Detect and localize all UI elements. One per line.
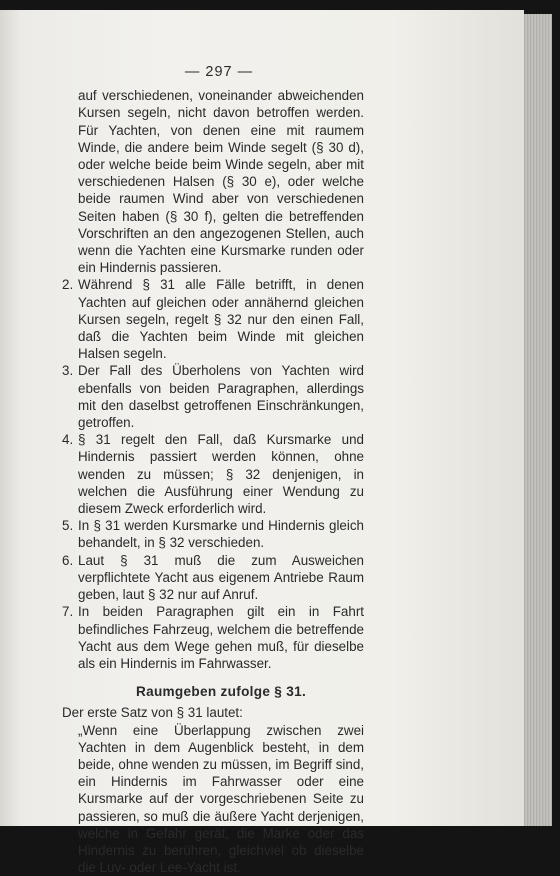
page-number: — 297 — (184, 64, 254, 80)
item-text: Laut § 31 muß die zum Ausweichen verpflichtete Yacht aus eigenem Antriebe Raum geben, laut § 32 nur auf Anruf. (78, 552, 364, 603)
item-number: 2. (62, 277, 74, 293)
list-item (62, 276, 364, 362)
item-text: Während § 31 alle Fälle betrifft, in denen Yachten auf gleichen oder annähernd gleichen Kursen segeln, regelt § 32 nur den einen Fall, daß die Yachten beim Winde mit gleichen Halsen segeln. (78, 277, 364, 362)
item-text: In § 31 werden Kursmarke und Hindernis gleich behandelt, in § 32 verschieden. (78, 518, 364, 551)
page-edges (524, 14, 552, 826)
page-text (62, 64, 364, 876)
list-item (62, 362, 364, 431)
item-text: § 31 regelt den Fall, daß Kursmarke und Hindernis passiert werden können, ohne wenden zu müssen; § 32 denjenigen, in welchen die Ausführung einer Wendung zu diesem Zweck erforderlich wird. (78, 432, 364, 517)
item-number: 3. (62, 363, 74, 379)
list-item (62, 552, 364, 604)
item-number: 6. (62, 552, 74, 568)
intro-paragraph: auf verschiedenen, voneinander abweichenden Kursen segeln, nicht davon betroffen werden. Für Yachten, von denen eine mit raumem Winde, die andere beim Winde segelt (§ 30 d), oder welche beide beim Winde segeln, aber mit verschiedenen Halsen (§ 30 e), oder welche beide raumen Wind aber von verschiedenen Seiten haben (§ 30 f), gelten die betreffenden Vorschriften an den angezogenen Stellen, auch wenn die Yachten eine Kursmarke runden oder ein Hindernis passieren. (78, 88, 364, 276)
item-number: 5. (62, 518, 74, 534)
quoted-paragraph: „Wenn eine Überlappung zwischen zwei Yachten in dem Augenblick besteht, in dem beide, ohne wenden zu müssen, im Begriff sind, ein Hindernis im Fahrwasser oder eine Kursmarke auf der vorgeschriebenen Seite zu passieren, so muß die äußere Yacht derjenigen, welche in Gefahr gerät, die Marke oder das Hindernis zu berühren, gleichviel ob dieselbe die Luv- oder Lee-Yacht ist. (78, 722, 364, 876)
list-item (62, 603, 364, 672)
item-text: Der Fall des Überholens von Yachten wird ebenfalls von beiden Paragraphen, allerdings mit den daselbst getroffenen Einschränkungen, getroffen. (78, 363, 364, 431)
list-item (62, 517, 364, 551)
numbered-list (62, 276, 364, 672)
item-text: In beiden Paragraphen gilt ein in Fahrt befindliches Fahrzeug, welchem die betreffende Yacht aus dem Wege gehen muß, für dieselbe als ein Hindernis im Fahrwasser. (78, 604, 364, 671)
item-number: 7. (62, 604, 74, 620)
item-number: 4. (62, 432, 74, 448)
section-heading: Raumgeben zufolge § 31. (135, 684, 307, 700)
quote-intro: Der erste Satz von § 31 lautet: (62, 705, 243, 721)
list-item (62, 431, 364, 517)
